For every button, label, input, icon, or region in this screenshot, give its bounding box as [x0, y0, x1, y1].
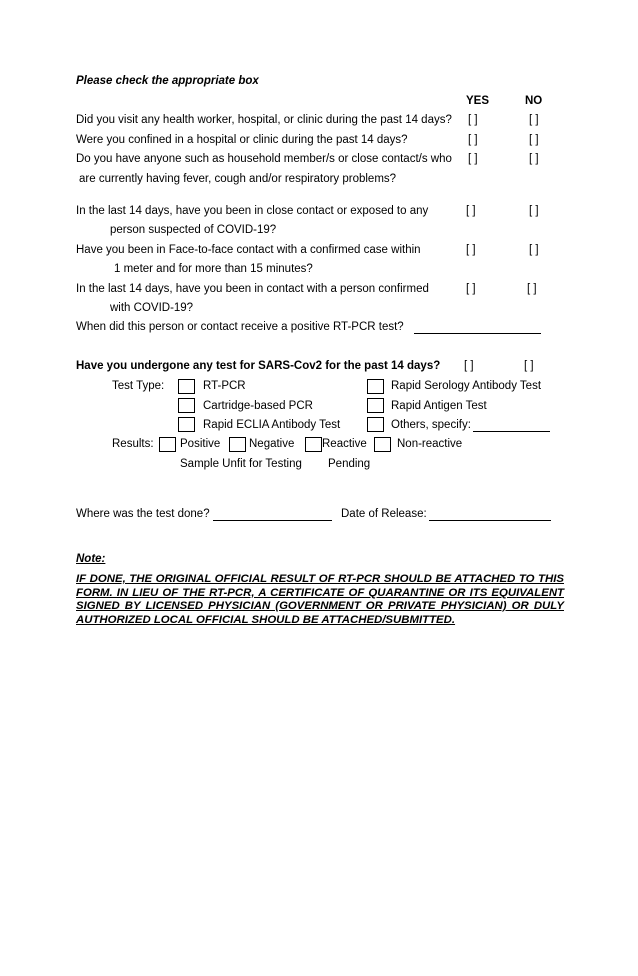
pending-label: Pending	[328, 458, 371, 470]
date-of-release-label: Date of Release:	[341, 508, 427, 520]
serology-checkbox[interactable]	[367, 379, 384, 394]
others-specify-field[interactable]	[473, 418, 550, 432]
question-7: When did this person or contact receive a positive RT-PCR test?	[76, 321, 404, 333]
test-yes-checkbox[interactable]: [ ]	[464, 360, 474, 372]
negative-label: Negative	[249, 438, 295, 450]
question-4-line-2: person suspected of COVID-19?	[110, 224, 277, 236]
negative-checkbox[interactable]	[229, 437, 246, 452]
q4-no-checkbox[interactable]: [ ]	[529, 205, 539, 217]
cartridge-pcr-checkbox[interactable]	[178, 398, 195, 413]
question-6-line-1: In the last 14 days, have you been in contact with a person confirmed	[76, 283, 429, 295]
note-label: Note:	[76, 553, 106, 565]
q3-no-checkbox[interactable]: [ ]	[529, 153, 539, 165]
no-column-header: NO	[525, 95, 543, 107]
q2-yes-checkbox[interactable]: [ ]	[468, 134, 478, 146]
eclia-checkbox[interactable]	[178, 417, 195, 432]
where-test-done-label: Where was the test done?	[76, 508, 210, 520]
positive-label: Positive	[180, 438, 221, 450]
non-reactive-checkbox[interactable]	[374, 437, 391, 452]
others-checkbox[interactable]	[367, 417, 384, 432]
note-text: IF DONE, THE ORIGINAL OFFICIAL RESULT OF RT-PCR SHOULD BE ATTACHED TO THIS FORM. IN LIEU OF THE RT-PCR, A CERTIFICATE OF QUARANTINE OR ITS EQUIVALENT SIGNED BY LICENSED PHYSICIAN (GOVERNMENT OR PRIVATE PHYSICIAN) OR DULY AUTHORIZED LOCAL OFFICIAL SHOULD BE ATTACHED/SUBMITTED.	[76, 573, 564, 626]
question-5-line-1: Have you been in Face-to-face contact with a confirmed case within	[76, 244, 421, 256]
where-test-done-field[interactable]	[213, 507, 332, 521]
question-5-line-2: 1 meter and for more than 15 minutes?	[114, 263, 313, 275]
question-6-line-2: with COVID-19?	[110, 302, 194, 314]
question-3-line-1: Do you have anyone such as household member/s or close contact/s who	[76, 153, 452, 165]
positive-checkbox[interactable]	[159, 437, 176, 452]
test-type-label: Test Type:	[112, 380, 165, 392]
serology-label: Rapid Serology Antibody Test	[391, 380, 542, 392]
cartridge-pcr-label: Cartridge-based PCR	[203, 400, 313, 412]
antigen-checkbox[interactable]	[367, 398, 384, 413]
date-of-release-field[interactable]	[429, 507, 551, 521]
reactive-checkbox[interactable]	[305, 437, 322, 452]
results-label: Results:	[112, 438, 154, 450]
positive-test-date-field[interactable]	[414, 320, 541, 334]
test-question: Have you undergone any test for SARS-Cov2 for the past 14 days?	[76, 360, 441, 372]
q6-no-checkbox[interactable]: [ ]	[527, 283, 537, 295]
sample-unfit-label: Sample Unfit for Testing	[180, 458, 302, 470]
q5-yes-checkbox[interactable]: [ ]	[466, 244, 476, 256]
q6-yes-checkbox[interactable]: [ ]	[466, 283, 476, 295]
eclia-label: Rapid ECLIA Antibody Test	[203, 419, 341, 431]
yes-column-header: YES	[466, 95, 490, 107]
rt-pcr-checkbox[interactable]	[178, 379, 195, 394]
rt-pcr-label: RT-PCR	[203, 380, 246, 392]
q1-no-checkbox[interactable]: [ ]	[529, 114, 539, 126]
others-label: Others, specify:	[391, 419, 471, 431]
form-heading: Please check the appropriate box	[76, 75, 259, 87]
non-reactive-label: Non-reactive	[397, 438, 463, 450]
q5-no-checkbox[interactable]: [ ]	[529, 244, 539, 256]
question-4-line-1: In the last 14 days, have you been in close contact or exposed to any	[76, 205, 429, 217]
question-3-line-2: are currently having fever, cough and/or respiratory problems?	[79, 173, 397, 185]
question-2: Were you confined in a hospital or clinic during the past 14 days?	[76, 134, 408, 146]
q2-no-checkbox[interactable]: [ ]	[529, 134, 539, 146]
q4-yes-checkbox[interactable]: [ ]	[466, 205, 476, 217]
antigen-label: Rapid Antigen Test	[391, 400, 487, 412]
q3-yes-checkbox[interactable]: [ ]	[468, 153, 478, 165]
test-no-checkbox[interactable]: [ ]	[524, 360, 534, 372]
q1-yes-checkbox[interactable]: [ ]	[468, 114, 478, 126]
question-1: Did you visit any health worker, hospital, or clinic during the past 14 days?	[76, 114, 452, 126]
reactive-label: Reactive	[322, 438, 367, 450]
